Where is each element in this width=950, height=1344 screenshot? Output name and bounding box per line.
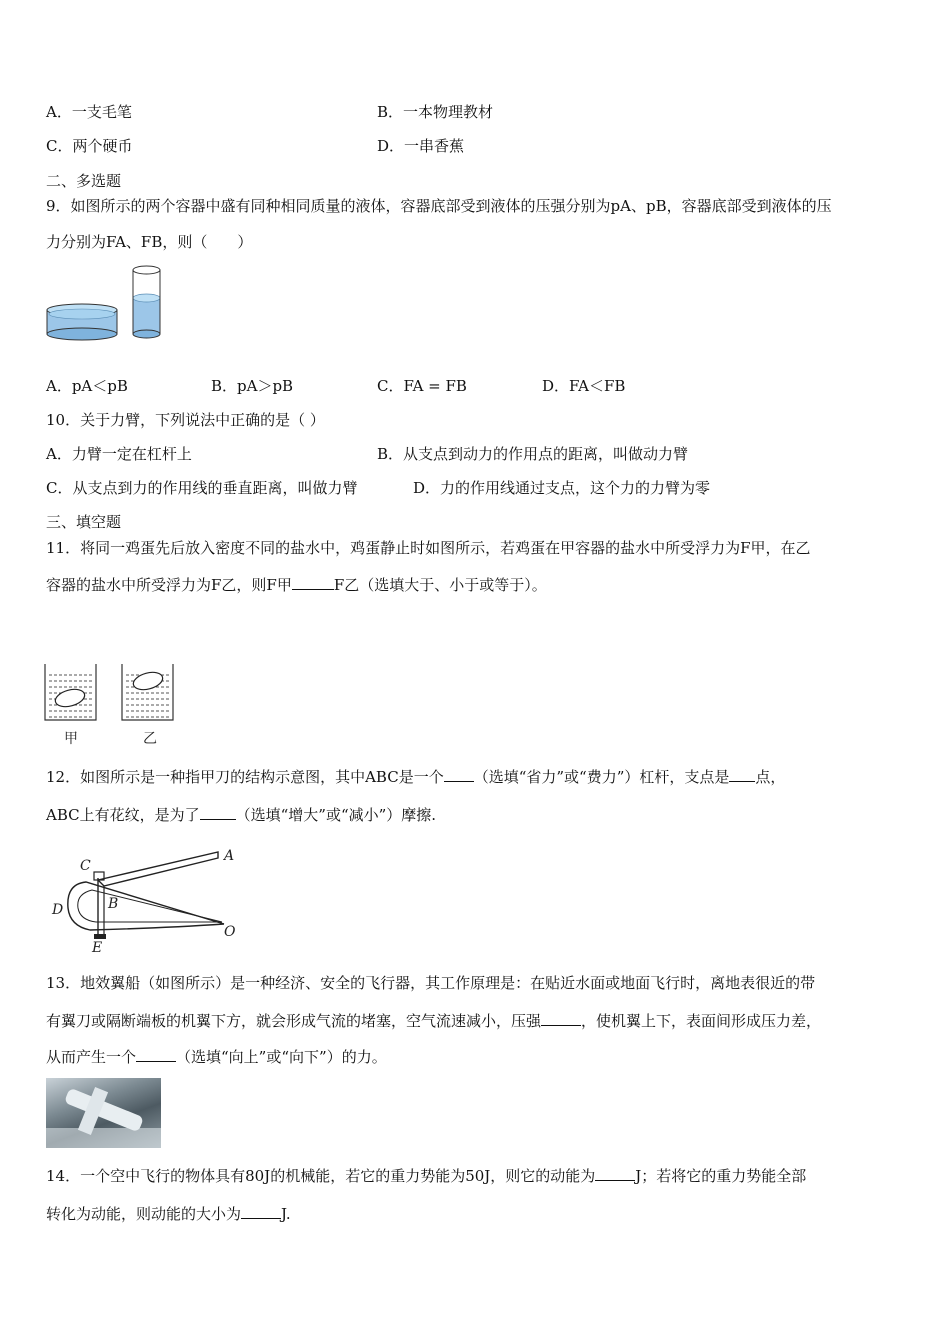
q13-text-c: 从而产生一个 [46,1048,137,1066]
q13-blank-1[interactable] [541,1011,581,1026]
q13-blank-2[interactable] [136,1047,176,1062]
section-title-multiple-choice: 二、多选题 [46,172,122,190]
q9-option-b: B．pA＞pB [211,377,294,395]
q12-stem-line2 [46,805,436,825]
label-o: O [224,924,236,940]
q9-option-a: A．pA＜pB [46,377,128,395]
q8-option-c: C．两个硬币 [46,137,133,155]
ground-effect-ship-photo [46,1078,161,1148]
q14-text-a: 14．一个空中飞行的物体具有80J的机械能，若它的重力势能为50J，则它的动能为 [46,1167,596,1185]
q10-option-c: C．从支点到力的作用线的垂直距离，叫做力臂 [46,479,358,497]
q14-blank-1[interactable] [595,1166,635,1181]
q9-option-d: D．FA＜FB [542,377,626,395]
q8-option-a: A．一支毛笔 [46,103,132,121]
section-title-fill-in: 三、填空题 [46,513,122,531]
q12-text-b: （选填“省力”或“费力”）杠杆，支点是 [473,768,730,786]
q11-stem-line1: 11．将同一鸡蛋先后放入密度不同的盐水中，鸡蛋静止时如图所示，若鸡蛋在甲容器的盐水中所受浮力为F甲，在乙 [46,539,811,557]
q10-stem: 10．关于力臂，下列说法中正确的是（ ） [46,411,325,429]
q9-stem-line2: 力分别为FA、FB，则（ ） [46,233,253,251]
q13-text-a: 有翼刀或隔断端板的机翼下方，就会形成气流的堵塞，空气流速减小，压强 [46,1012,542,1030]
container-jia-icon [45,664,96,720]
q9-containers-figure [44,262,169,342]
q11-text-b: F乙（选填大于、小于或等于）。 [333,576,547,594]
label-b: B [108,896,119,912]
q11-label-jia: 甲 [64,731,78,747]
q12-blank-3[interactable] [200,805,236,820]
q10-option-b: B．从支点到动力的作用点的距离，叫做动力臂 [377,445,689,463]
q12-text-e: （选填“增大”或“减小”）摩擦. [235,806,437,824]
label-d: D [52,902,64,918]
q11-stem-line2 [46,575,547,595]
q12-text-d: ABC上有花纹，是为了 [46,806,200,824]
q12-blank-2[interactable] [729,767,755,782]
q14-stem-line1 [46,1166,806,1186]
label-a: A [224,848,235,864]
label-e: E [92,940,103,954]
q11-label-yi: 乙 [143,731,157,747]
q10-option-a: A．力臂一定在杠杆上 [46,445,192,463]
q14-text-b: J；若将它的重力势能全部 [635,1167,807,1185]
q14-text-c: 转化为动能，则动能的大小为 [46,1205,242,1223]
q13-stem-line3 [46,1047,387,1067]
q11-text-a: 容器的盐水中所受浮力为F乙，则F甲 [46,576,292,594]
q12-nail-clipper-figure [46,842,241,954]
q11-answer-blank[interactable] [292,575,334,590]
q13-stem-line1: 13．地效翼船（如图所示）是一种经济、安全的飞行器，其工作原理是：在贴近水面或地面飞行时，离地表很近的带 [46,974,816,992]
q13-stem-line2 [46,1011,821,1031]
container-b-icon [133,266,160,338]
q12-text-a: 12．如图所示是一种指甲刀的结构示意图，其中ABC是一个 [46,768,444,786]
container-yi-icon [122,664,173,720]
q13-text-d: （选填“向上”或“向下”）的力。 [176,1048,387,1066]
q9-option-c: C．FA = FB [377,377,467,395]
q14-text-d: J. [281,1205,291,1223]
q12-blank-1[interactable] [444,767,474,782]
q14-stem-line2 [46,1204,291,1224]
label-c: C [80,858,91,874]
q8-option-d: D．一串香蕉 [377,137,465,155]
q8-option-b: B．一本物理教材 [377,103,494,121]
q9-stem-line1: 9．如图所示的两个容器中盛有同种相同质量的液体，容器底部受到液体的压强分别为pA、pB，容器底部受到液体的压 [46,197,832,215]
container-a-icon [47,304,117,340]
q11-egg-containers-figure [42,662,182,727]
q13-text-b: ，使机翼上下，表面间形成压力差， [581,1012,822,1030]
q12-text-c: 点， [755,768,786,786]
q10-option-d: D．力的作用线通过支点，这个力的力臂为零 [413,479,711,497]
q14-blank-2[interactable] [241,1204,281,1219]
q12-stem-line1 [46,767,785,787]
